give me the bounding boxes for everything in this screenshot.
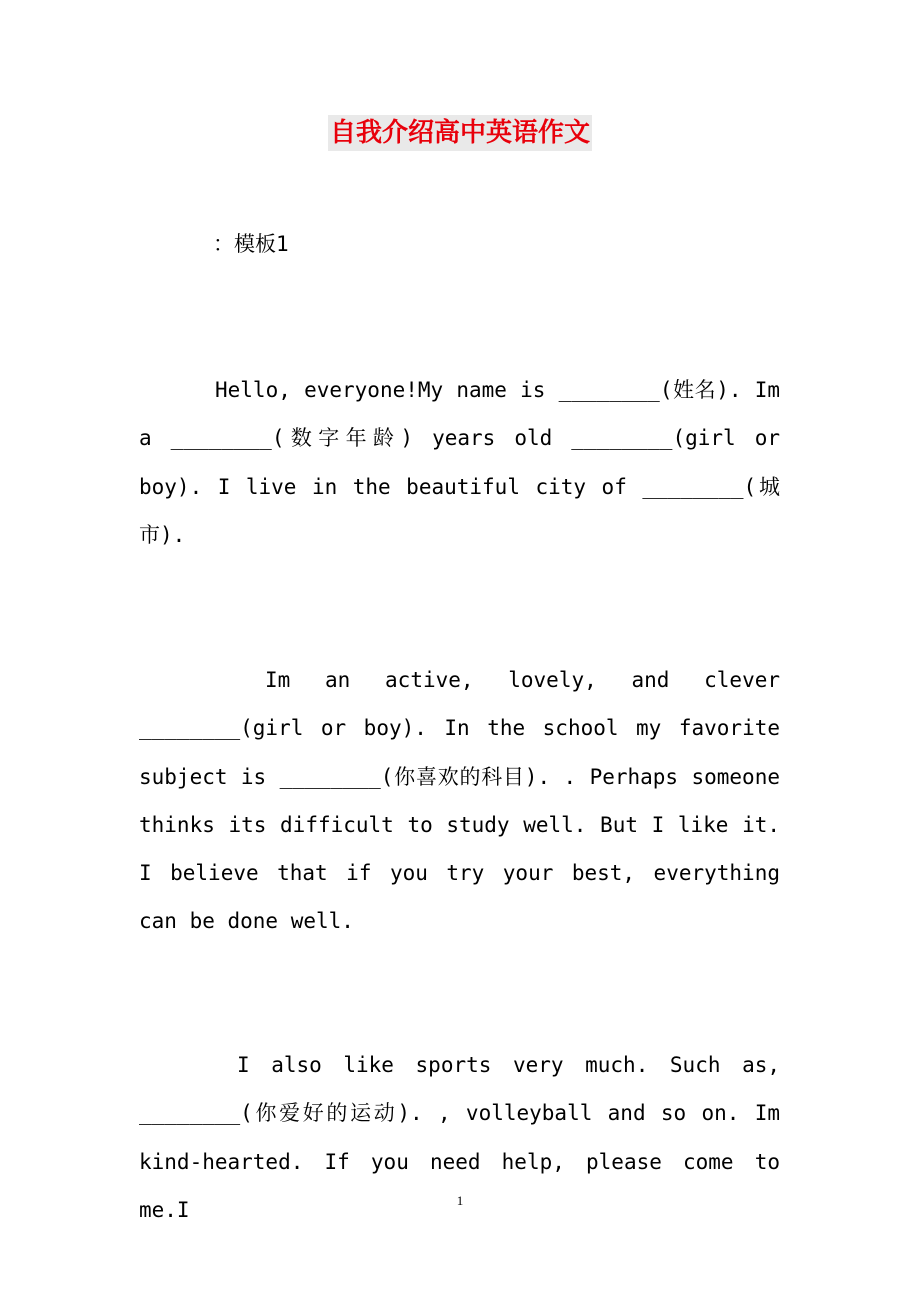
paragraph-3: I also like sports very much. Such as, ________(你爱好的运动). , volleyball and so on. Im kind-hearted. If you need help, please come to me.I xyxy=(139,1053,780,1222)
paragraph-1: Hello, everyone!My name is ________(姓名). Im a ________(数字年龄) years old ________(girl or boy). I live in the beautiful city of ________(城市). xyxy=(139,378,780,547)
document-title-wrap xyxy=(0,115,920,151)
template-subheading: ：模板1 xyxy=(213,232,289,256)
page-number: 1 xyxy=(456,1193,464,1208)
document-title: 自我介绍高中英语作文 xyxy=(328,115,592,151)
paragraph-2: Im an active, lovely, and clever ________(girl or boy). In the school my favorite subject is ________(你喜欢的科目). . Perhaps someone thinks its difficult to study well. But I like it. I believe that if you try your best, everything can be done well. xyxy=(139,668,780,934)
